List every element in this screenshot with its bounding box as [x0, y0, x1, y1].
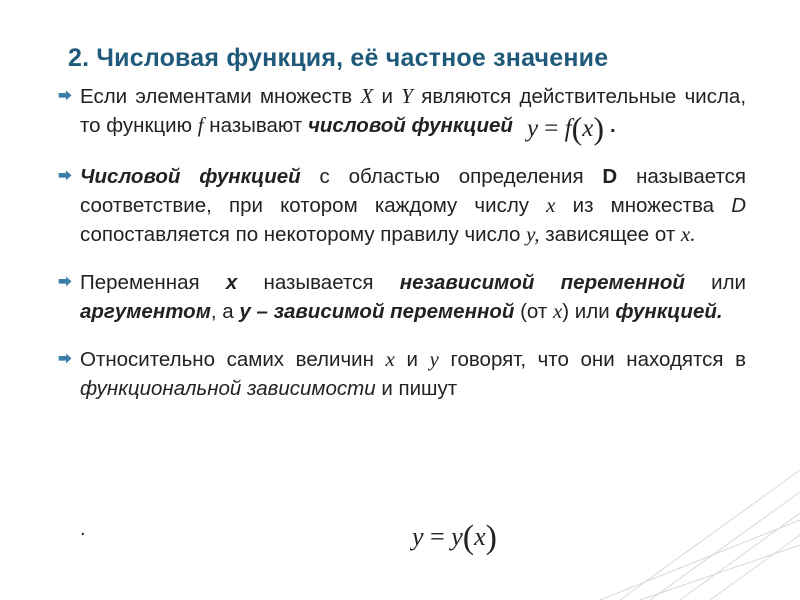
symbol-d: D — [602, 165, 618, 188]
symbol-x: x — [385, 347, 395, 371]
text: называется — [237, 271, 400, 294]
symbol-y-set: Y — [401, 84, 413, 108]
paragraph-4 — [58, 345, 746, 403]
paragraph-2 — [58, 162, 746, 249]
trailing-dot: . — [80, 518, 86, 540]
term-numeric-function: числовой функцией — [307, 114, 513, 137]
symbol-x: x — [552, 299, 563, 323]
dash: – — [250, 300, 274, 323]
text: , а — [210, 300, 240, 323]
slide-content — [58, 82, 746, 422]
symbol-y: y, — [526, 222, 540, 246]
formula-arg: x — [582, 115, 594, 142]
symbol-x-set: X — [360, 84, 374, 108]
text: называют — [203, 114, 308, 137]
formula-arg: x — [474, 522, 486, 551]
symbol-d: D — [731, 194, 746, 217]
text: говорят, что они находятся в — [438, 348, 747, 371]
bullet-arrow-icon: ⮕ — [58, 274, 72, 290]
formula-fn: y — [451, 522, 463, 551]
text: называется соответствие, при котором каждому числу — [80, 165, 746, 217]
text: Переменная — [80, 271, 226, 294]
text: и — [373, 85, 402, 108]
formula-eq: = — [423, 522, 452, 551]
text: являются действительные числа, то функцию — [80, 85, 747, 137]
formula-lhs: y — [526, 115, 539, 142]
text: Если элементами множеств — [80, 85, 361, 108]
paren-right: ) — [593, 110, 605, 146]
formula-eq: = — [538, 115, 565, 142]
symbol-x: x — [546, 193, 556, 217]
text: или — [684, 271, 747, 294]
formula-y-equals-f-of-x — [526, 110, 605, 146]
paren-right: ) — [485, 519, 497, 556]
formula-fn: f — [564, 115, 572, 142]
text: с областью определения — [300, 165, 603, 188]
symbol-f: f — [197, 113, 204, 137]
symbol-x: x — [225, 271, 238, 294]
term-numeric-function: Числовой функцией — [80, 165, 301, 188]
paren-left: ( — [571, 110, 583, 146]
bullet-arrow-icon: ⮕ — [58, 168, 72, 184]
term-independent-variable: независимой переменной — [399, 271, 685, 294]
text: из множества — [555, 194, 732, 217]
text: Относительно самих величин — [80, 348, 386, 371]
paragraph-3 — [58, 268, 746, 326]
bullet-arrow-icon: ⮕ — [58, 88, 72, 104]
term-argument: аргументом — [80, 300, 211, 323]
text: зависящее от — [539, 223, 681, 246]
slide-title: 2. Числовая функция, её частное значение — [68, 44, 609, 72]
paren-left: ( — [462, 519, 475, 556]
term-functional-dependence: функциональной зависимости — [80, 377, 376, 400]
formula-y-equals-y-of-x — [412, 519, 497, 557]
symbol-y: y — [239, 300, 251, 323]
formula-lhs: y — [412, 522, 424, 551]
bullet-arrow-icon: ⮕ — [58, 351, 72, 367]
symbol-y: y — [429, 347, 439, 371]
term-dependent-variable: зависимой переменной — [273, 300, 515, 323]
text: и — [394, 348, 430, 371]
term-function: функцией. — [615, 300, 723, 323]
text: и пишут — [375, 377, 458, 400]
symbol-x: x. — [680, 222, 696, 246]
sentence-end: . — [610, 114, 616, 137]
text: сопоставляется по некоторому правилу число — [80, 223, 527, 246]
paragraph-1 — [58, 82, 747, 146]
text: ) или — [562, 300, 616, 323]
text: (от — [514, 300, 553, 323]
